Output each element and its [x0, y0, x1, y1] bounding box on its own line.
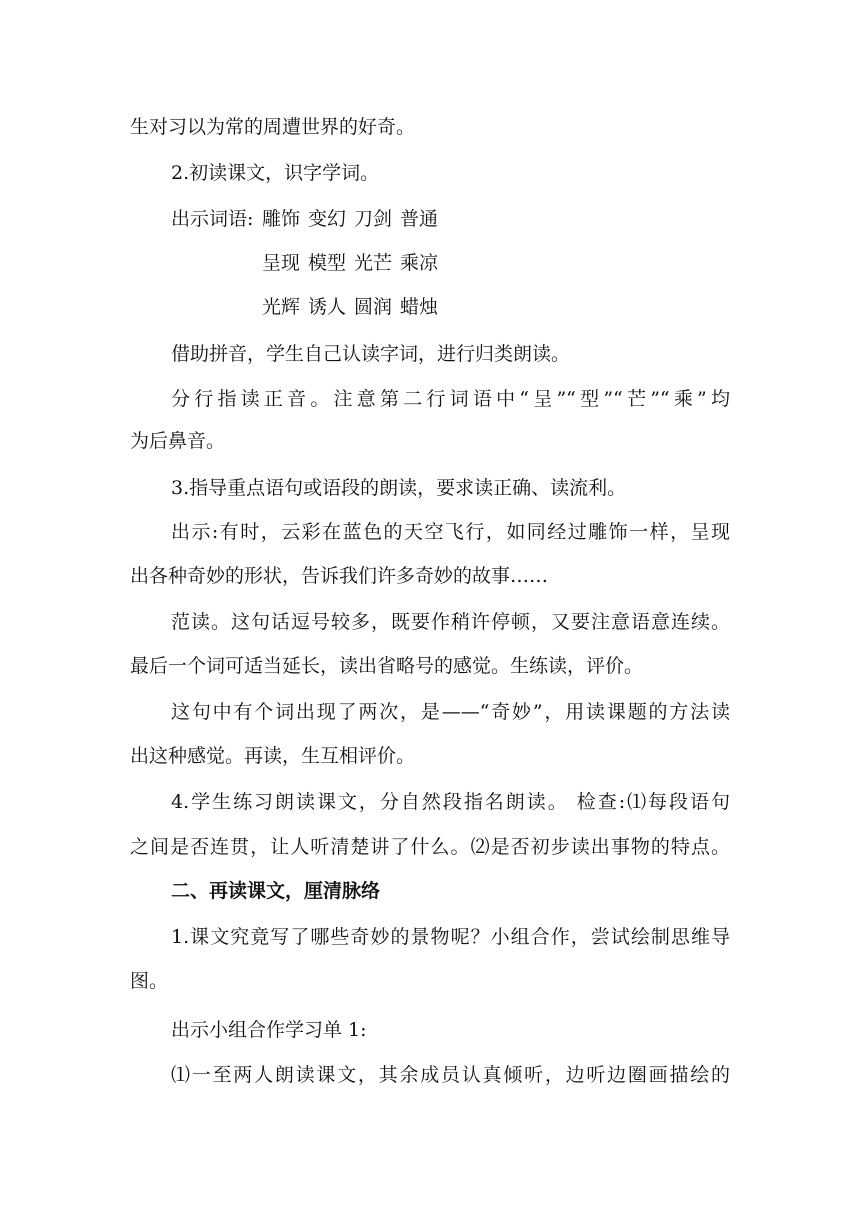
- paragraph-line: 4.学生练习朗读课文，分自然段指名朗读。 检查:⑴每段语句: [171, 791, 730, 813]
- paragraph-line: 出这种感觉。再读，生互相评价。: [130, 745, 416, 767]
- paragraph-line: 借助拼音，学生自己认读字词，进行归类朗读。: [171, 343, 571, 365]
- paragraph-line: 这句中有个词出现了两次，是——“奇妙”，用读课题的方法读: [171, 701, 730, 723]
- paragraph-line: 2.初读课文，识字学词。: [171, 162, 380, 184]
- vocab-word: 乘凉: [400, 252, 439, 274]
- vocab-row-1: [262, 206, 446, 232]
- vocab-word: 呈现: [262, 252, 301, 274]
- paragraph-line: 3.指导重点语句或语段的朗读，要求读正确、读流利。: [171, 477, 627, 499]
- paragraph-line: ⑴一至两人朗读课文，其余成员认真倾听，边听边圈画描绘的: [171, 1064, 730, 1086]
- paragraph-line: 生对习以为常的周遭世界的好奇。: [130, 116, 416, 138]
- paragraph-line: 分行指读正音。注意第二行词语中“呈”“型”“芒”“乘”均: [171, 388, 730, 410]
- vocab-word: 光芒: [354, 252, 393, 274]
- section-heading: 二、再读课文，厘清脉络: [171, 880, 381, 902]
- paragraph-line: 出示:有时，云彩在蓝色的天空飞行，如同经过雕饰一样，呈现: [171, 521, 730, 543]
- paragraph-line: 图。: [130, 970, 169, 992]
- vocab-word: 普通: [400, 208, 439, 230]
- vocab-word: 变幻: [308, 208, 347, 230]
- paragraph-line: 1.课文究竟写了哪些奇妙的景物呢？小组合作，尝试绘制思维导: [171, 926, 730, 948]
- vocab-word: 模型: [308, 252, 347, 274]
- vocab-row-3: [262, 294, 446, 320]
- vocab-row-2: [262, 250, 446, 276]
- vocab-label: 出示词语:: [171, 208, 254, 230]
- vocab-word: 蜡烛: [400, 296, 439, 318]
- vocab-word: 诱人: [308, 296, 347, 318]
- paragraph-line: 最后一个词可适当延长，读出省略号的感觉。生练读，评价。: [130, 655, 644, 677]
- paragraph-line: 出各种奇妙的形状，告诉我们许多奇妙的故事……: [130, 565, 549, 587]
- paragraph-line: 之间是否连贯，让人听清楚讲了什么。⑵是否初步读出事物的特点。: [130, 836, 730, 858]
- vocab-word: 雕饰: [262, 208, 301, 230]
- paragraph-line: 出示小组合作学习单 1:: [171, 1019, 367, 1041]
- vocab-word: 刀剑: [354, 208, 393, 230]
- vocab-word: 光辉: [262, 296, 301, 318]
- paragraph-line: 范读。这句话逗号较多，既要作稍许停顿，又要注意语意连续。: [171, 611, 730, 633]
- paragraph-line: 为后鼻音。: [130, 430, 226, 452]
- vocab-word: 圆润: [354, 296, 393, 318]
